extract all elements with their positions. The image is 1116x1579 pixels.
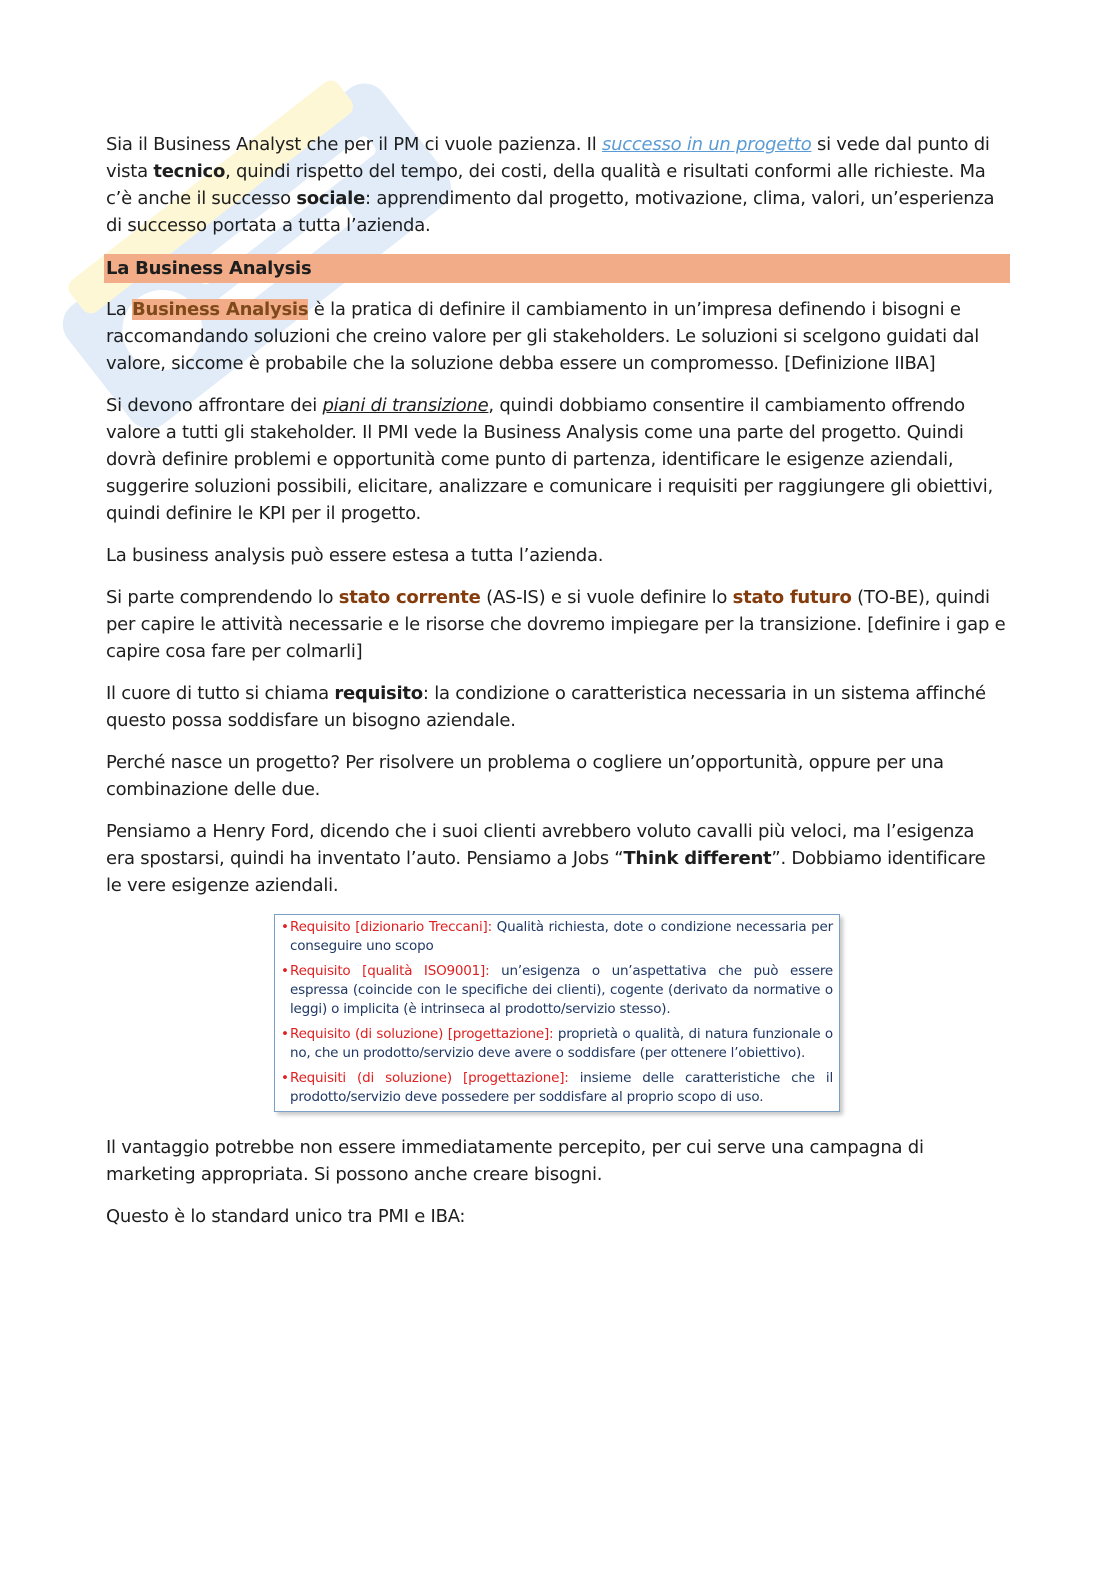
bullet-icon: •: [281, 1026, 289, 1042]
text: (TO-BE), quindi per capire le attività necessarie e le risorse che dovremo impiegare per la transizione. [definire i gap e capire cosa fare per colmarli]: [106, 587, 1006, 662]
text: Si parte comprendendo lo: [106, 587, 339, 608]
text: La: [106, 299, 133, 320]
paragraph-states: [106, 584, 1006, 665]
paragraph-standard: Questo è lo standard unico tra PMI e IBA:: [106, 1206, 466, 1227]
bold-sociale: sociale: [296, 188, 366, 209]
bold-tecnico: tecnico: [153, 161, 226, 182]
section-heading-text: La Business Analysis: [106, 258, 312, 279]
figure-item-text: insieme delle caratteristiche che il prodotto/servizio deve possedere per soddisfare al proprio scopo di uso.: [290, 1070, 833, 1105]
text: : la condizione o caratteristica necessaria in un sistema affinché questo possa soddisfare un bisogno aziendale.: [106, 683, 986, 731]
text: (AS-IS) e si vuole definire lo: [480, 587, 733, 608]
document-page: [106, 131, 1006, 1245]
text: , quindi dobbiamo consentire il cambiamento offrendo valore a tutti gli stakeholder. Il PMI vede la Business Analysis come una parte del progetto. Quindi dovrà definire problemi e opportunità come punto di partenza, identificare le esigenze aziendali, suggerire soluzioni possibili, elicitare, analizzare e comunicare i requisiti per raggiungere gli obiettivi, quindi definire le KPI per il progetto.: [106, 395, 993, 524]
paragraph-marketing: Il vantaggio potrebbe non essere immediatamente percepito, per cui serve una campagna di marketing appropriata. Si possono anche creare bisogni.: [106, 1137, 924, 1185]
highlight-stato-futuro: stato futuro: [732, 587, 852, 608]
figure-item: [281, 1025, 833, 1063]
paragraph-requisito: [106, 680, 1006, 734]
paragraph-project-origin: Perché nasce un progetto? Per risolvere un problema o cogliere un’opportunità, oppure per una combinazione delle due.: [106, 752, 944, 800]
paragraph-success: [106, 131, 1006, 239]
figure-item-text: un’esigenza o un’aspettativa che può essere espressa (coincide con le specifiche dei clienti), cogente (derivato da normative o leggi) o implicita (è intrinseca al prodotto/servizio stesso).: [290, 963, 833, 1017]
section-heading: [104, 254, 1010, 283]
bold-requisito: requisito: [334, 683, 423, 704]
paragraph-definition: [106, 296, 1006, 377]
text: ”. Dobbiamo identificare le vere esigenze aziendali.: [106, 848, 986, 896]
figure-item-label: Requisiti (di soluzione) [progettazione]:: [290, 1070, 569, 1086]
paragraph-ford-jobs: [106, 818, 1006, 899]
link-successo-progetto[interactable]: successo in un progetto: [601, 134, 812, 155]
bullet-icon: •: [281, 919, 289, 935]
figure-item-text: proprietà o qualità, di natura funzionale o no, che un prodotto/servizio deve avere o soddisfare (per ottenere l’obiettivo).: [290, 1026, 833, 1061]
requirements-figure: [274, 914, 840, 1112]
figure-item: [281, 918, 833, 956]
paragraph-extension: La business analysis può essere estesa a tutta l’azienda.: [106, 545, 604, 566]
figure-item: [281, 962, 833, 1019]
text: Si devono affrontare dei: [106, 395, 323, 416]
highlight-stato-corrente: stato corrente: [338, 587, 481, 608]
text: : apprendimento dal progetto, motivazione, clima, valori, un’esperienza di successo portata a tutta l’azienda.: [106, 188, 995, 236]
paragraph-transition: [106, 392, 1006, 527]
figure-item: [281, 1069, 833, 1107]
text: , quindi rispetto del tempo, dei costi, della qualità e risultati conformi alle richieste. Ma c’è anche il successo: [106, 161, 986, 209]
figure-item-label: Requisito (di soluzione) [progettazione]:: [290, 1026, 554, 1042]
text: Sia il Business Analyst che per il PM ci vuole pazienza. Il: [106, 134, 602, 155]
underlined-piani-transizione: piani di transizione: [322, 395, 489, 416]
figure-item-label: Requisito [qualità ISO9001]:: [290, 963, 490, 979]
text: Pensiamo a Henry Ford, dicendo che i suoi clienti avrebbero voluto cavalli più veloci, ma l’esigenza era spostarsi, quindi ha inventato l’auto. Pensiamo a Jobs “: [106, 821, 975, 869]
bullet-icon: •: [281, 1070, 289, 1086]
bold-think-different: Think different: [623, 848, 772, 869]
bullet-icon: •: [281, 963, 289, 979]
text: è la pratica di definire il cambiamento in un’impresa definendo i bisogni e raccomandando soluzioni che creino valore per gli stakeholders. Le soluzioni si scelgono guidati dal valore, siccome è probabile che la soluzione debba essere un compromesso. [Definizione IIBA]: [106, 299, 980, 374]
text: Il cuore di tutto si chiama: [106, 683, 335, 704]
figure-item-text: Qualità richiesta, dote o condizione necessaria per conseguire uno scopo: [290, 919, 833, 954]
figure-item-label: Requisito [dizionario Treccani]:: [290, 919, 492, 935]
text: si vede dal punto di vista: [106, 134, 990, 182]
highlight-business-analysis: Business Analysis: [132, 299, 309, 320]
